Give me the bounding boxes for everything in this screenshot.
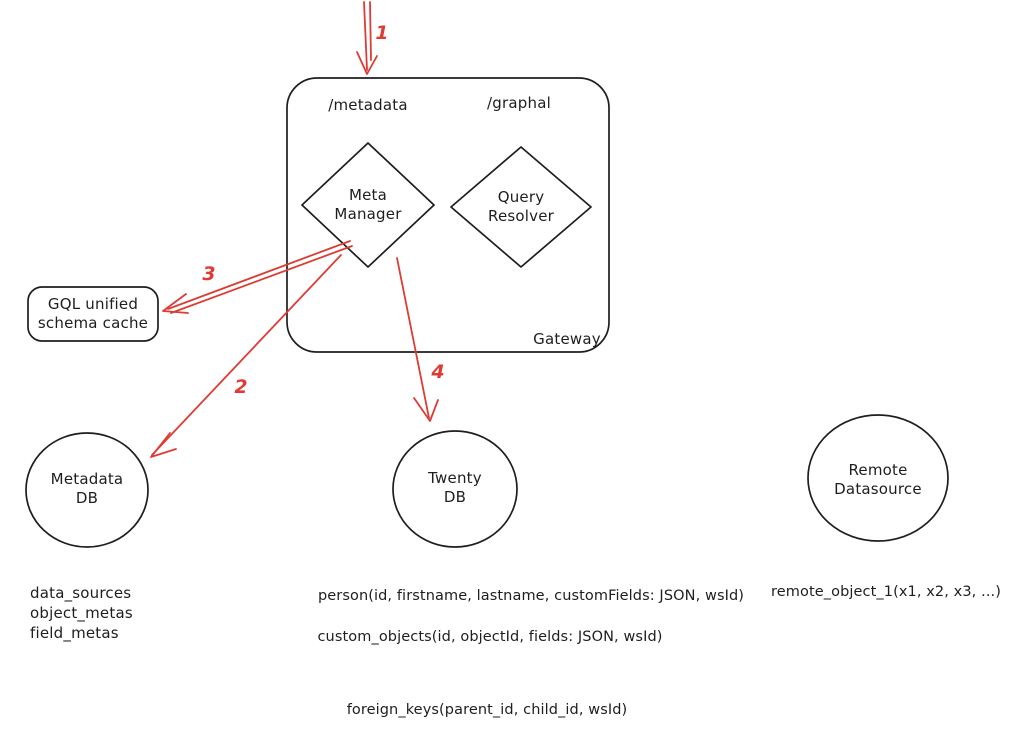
arrow-1 [357, 2, 377, 74]
metadata-db-label-line1: Metadata [50, 470, 124, 488]
table-name-object-metas: object_metas [30, 604, 133, 622]
remote-datasource-label-line2: Datasource [834, 480, 922, 498]
metadata-db-label-line2: DB [75, 489, 99, 507]
arrow-1-number: 1 [375, 22, 389, 44]
metadata-db-table-list [30, 583, 133, 643]
arrow-4 [397, 258, 438, 421]
route-graphql-label: /graphal [487, 94, 551, 112]
schema-cache-label-line1: GQL unified [47, 295, 139, 313]
route-metadata-label: /metadata [328, 96, 408, 114]
schema-cache-label [38, 295, 148, 333]
table-name-field-metas: field_metas [30, 624, 119, 642]
arrow-2-number: 2 [234, 376, 248, 398]
meta-manager-label-line2: Manager [334, 205, 402, 223]
query-resolver-label-line1: Query [497, 188, 545, 206]
twenty-db-label-line2: DB [443, 488, 467, 506]
table-name-data-sources: data_sources [30, 584, 132, 602]
remote-datasource-label [834, 461, 922, 499]
metadata-db-label [51, 470, 124, 508]
meta-manager-label-line1: Meta [348, 186, 388, 204]
twenty-db-label [428, 469, 482, 507]
meta-manager-label [334, 186, 401, 224]
arrow-3-number: 3 [202, 263, 216, 285]
query-resolver-label [488, 188, 554, 226]
foreign-keys-schema-text: foreign_keys(parent_id, child_id, wsId) [346, 702, 628, 718]
schema-cache-label-line2: schema cache [37, 314, 149, 332]
person-schema-text: person(id, firstname, lastname, customFields: JSON, wsId) [317, 588, 745, 604]
gateway-label: Gateway [533, 330, 601, 348]
custom-objects-schema-text: custom_objects(id, objectId, fields: JSON, wsId) [317, 629, 663, 645]
query-resolver-label-line2: Resolver [487, 207, 555, 225]
arrow-3 [163, 241, 352, 313]
remote-datasource-label-line1: Remote [848, 461, 908, 479]
twenty-db-label-line1: Twenty [428, 469, 482, 487]
arrow-4-number: 4 [431, 361, 445, 383]
remote-object-schema-text: remote_object_1(x1, x2, x3, ...) [771, 584, 1001, 600]
